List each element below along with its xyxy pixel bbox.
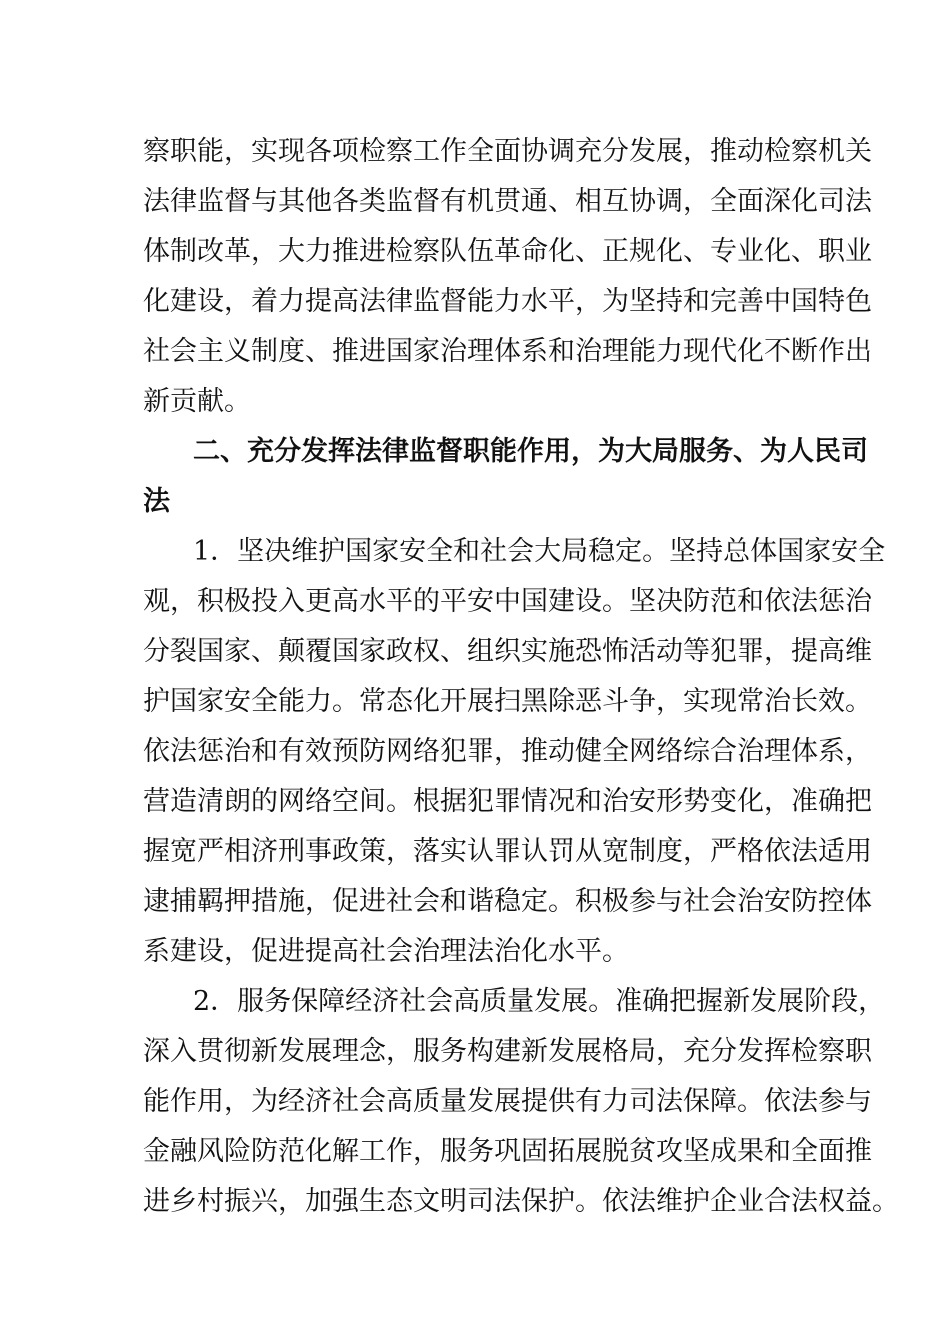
text-line: 金融风险防范化解工作，服务巩固拓展脱贫攻坚成果和全面推 xyxy=(143,1136,872,1167)
paragraph-first-line: 2．服务保障经济社会高质量发展。准确把握新发展阶段， xyxy=(193,986,886,1017)
text-line: 依法惩治和有效预防网络犯罪，推动健全网络综合治理体系， xyxy=(143,736,872,767)
text-line: 化建设，着力提高法律监督能力水平，为坚持和完善中国特色 xyxy=(143,286,872,317)
text-line: 系建设，促进提高社会治理法治化水平。 xyxy=(143,936,629,967)
text-line: 观，积极投入更高水平的平安中国建设。坚决防范和依法惩治 xyxy=(143,586,872,617)
text-line: 社会主义制度、推进国家治理体系和治理能力现代化不断作出 xyxy=(143,336,872,367)
paragraph-first-line: 1．坚决维护国家安全和社会大局稳定。坚持总体国家安全 xyxy=(193,536,886,567)
text-line: 分裂国家、颠覆国家政权、组织实施恐怖活动等犯罪，提高维 xyxy=(143,636,872,667)
text-line: 进乡村振兴，加强生态文明司法保护。依法维护企业合法权益。 xyxy=(143,1186,899,1217)
text-line: 体制改革，大力推进检察队伍革命化、正规化、专业化、职业 xyxy=(143,236,872,267)
text-line: 握宽严相济刑事政策，落实认罪认罚从宽制度，严格依法适用 xyxy=(143,836,872,867)
section-heading-continued: 法 xyxy=(143,486,170,517)
text-line: 逮捕羁押措施，促进社会和谐稳定。积极参与社会治安防控体 xyxy=(143,886,872,917)
text-line: 察职能，实现各项检察工作全面协调充分发展，推动检察机关 xyxy=(143,136,872,167)
text-line: 营造清朗的网络空间。根据犯罪情况和治安形势变化，准确把 xyxy=(143,786,872,817)
text-line: 新贡献。 xyxy=(143,386,251,417)
text-line: 法律监督与其他各类监督有机贯通、相互协调，全面深化司法 xyxy=(143,186,872,217)
text-line: 护国家安全能力。常态化开展扫黑除恶斗争，实现常治长效。 xyxy=(143,686,872,717)
section-heading: 二、充分发挥法律监督职能作用，为大局服务、为人民司 xyxy=(193,436,868,467)
text-line: 深入贯彻新发展理念，服务构建新发展格局，充分发挥检察职 xyxy=(143,1036,872,1067)
text-line: 能作用，为经济社会高质量发展提供有力司法保障。依法参与 xyxy=(143,1086,872,1117)
